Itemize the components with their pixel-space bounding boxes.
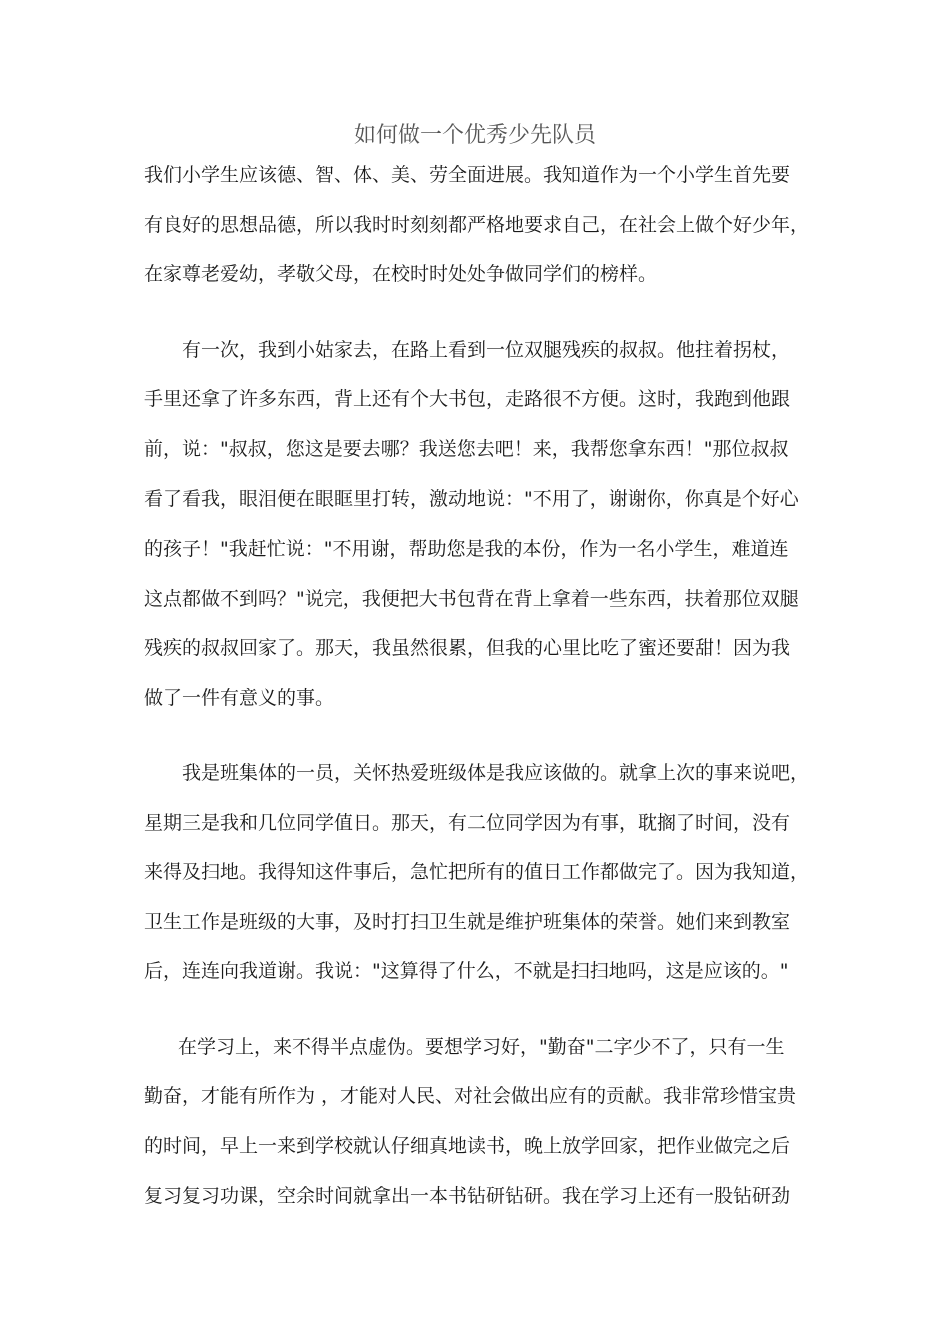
paragraph-2-line-7: 残疾的叔叔回家了。那天，我虽然很累，但我的心里比吃了蜜还要甜！因为我 bbox=[144, 637, 791, 659]
paragraph-2-line-5: 的孩子！"我赶忙说："不用谢，帮助您是我的本份，作为一名小学生，难道连 bbox=[144, 538, 789, 560]
paragraph-1-line-1: 我们小学生应该德、智、体、美、劳全面进展。我知道作为一个小学生首先要 bbox=[144, 164, 791, 186]
paragraph-4-line-1: 在学习上，来不得半点虚伪。要想学习好，"勤奋"二字少不了，只有一生 bbox=[178, 1036, 785, 1058]
paragraph-2-line-3: 前，说："叔叔，您这是要去哪？我送您去吧！来，我帮您拿东西！"那位叔叔 bbox=[144, 438, 789, 460]
paragraph-2-line-8: 做了一件有意义的事。 bbox=[144, 687, 335, 709]
document-title: 如何做一个优秀少先队员 bbox=[353, 123, 596, 148]
paragraph-3-line-4: 卫生工作是班级的大事，及时打扫卫生就是维护班集体的荣誉。她们来到教室 bbox=[144, 911, 791, 933]
paragraph-4-line-3: 的时间，早上一来到学校就认仔细真地读书，晚上放学回家，把作业做完之后 bbox=[144, 1135, 791, 1157]
paragraph-1-line-2: 有良好的思想品德，所以我时时刻刻都严格地要求自己，在社会上做个好少年， bbox=[144, 214, 810, 236]
paragraph-3-line-5: 后，连连向我道谢。我说："这算得了什么，不就是扫扫地吗，这是应该的。" bbox=[144, 960, 789, 982]
paragraph-1-line-3: 在家尊老爱幼，孝敬父母，在校时时处处争做同学们的榜样。 bbox=[144, 263, 658, 285]
paragraph-3-line-3: 来得及扫地。我得知这件事后，急忙把所有的值日工作都做完了。因为我知道， bbox=[144, 861, 810, 883]
paragraph-3-line-2: 星期三是我和几位同学值日。那天，有二位同学因为有事，耽搁了时间，没有 bbox=[144, 812, 791, 834]
paragraph-2-line-6: 这点都做不到吗？"说完，我便把大书包背在背上拿着一些东西，扶着那位双腿 bbox=[144, 588, 799, 610]
paragraph-3-line-1: 我是班集体的一员，关怀热爱班级体是我应该做的。就拿上次的事来说吧， bbox=[182, 762, 810, 784]
paragraph-2-line-4: 看了看我，眼泪便在眼眶里打转，激动地说："不用了，谢谢你，你真是个好心 bbox=[144, 488, 799, 510]
paragraph-2-line-1: 有一次，我到小姑家去，在路上看到一位双腿残疾的叔叔。他拄着拐杖， bbox=[182, 339, 791, 361]
paragraph-2-line-2: 手里还拿了许多东西，背上还有个大书包，走路很不方便。这时，我跑到他跟 bbox=[144, 388, 791, 410]
paragraph-4-line-2: 勤奋，才能有所作为 ，才能对人民、对社会做出应有的贡献。我非常珍惜宝贵 bbox=[144, 1085, 797, 1107]
paragraph-4-line-4: 复习复习功课，空余时间就拿出一本书钻研钻研。我在学习上还有一股钻研劲 bbox=[144, 1185, 791, 1207]
